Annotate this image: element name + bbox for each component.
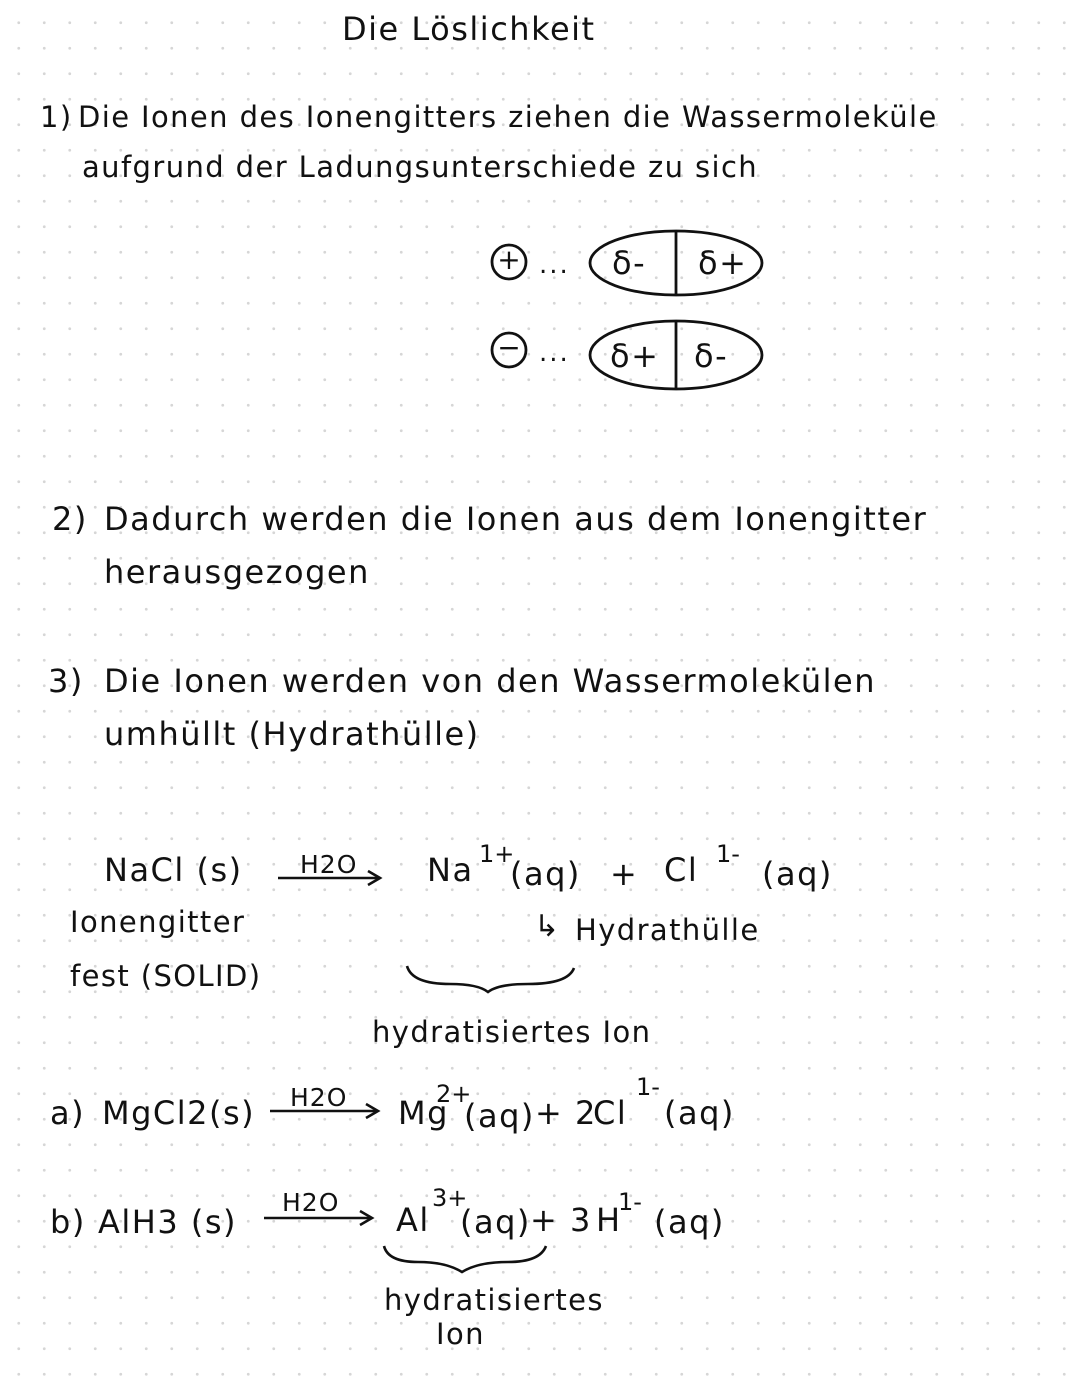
- step-text-line1: Dadurch werden die Ionen aus dem Ionengitter: [104, 500, 928, 538]
- state-symbol: (aq): [762, 855, 833, 893]
- reactant: MgCl2(s): [102, 1094, 256, 1132]
- step-text-line2: umhüllt (Hydrathülle): [104, 715, 480, 753]
- ion-charge: 1-: [716, 840, 740, 868]
- plus-ion-icon: +: [497, 243, 521, 276]
- product-note: Hydrathülle: [575, 913, 760, 947]
- state-symbol: (aq): [510, 855, 581, 893]
- ion-charge: 1-: [618, 1188, 642, 1216]
- equation-label: b): [50, 1203, 86, 1241]
- attraction-dots: ...: [539, 250, 570, 280]
- product-ion: Cl: [664, 851, 699, 889]
- step-number: 3): [48, 662, 84, 700]
- reaction-condition: H2O: [282, 1188, 340, 1217]
- page-title: Die Löslichkeit: [342, 10, 596, 48]
- step-number: 1): [40, 100, 73, 134]
- step-number: 2): [52, 500, 88, 538]
- underbrace: [378, 1240, 578, 1280]
- brace-label: Ion: [436, 1317, 485, 1351]
- product-ion: Mg: [398, 1094, 449, 1132]
- equation-label: a): [50, 1094, 86, 1132]
- attraction-dots: ...: [539, 338, 570, 368]
- plus-sign: +: [610, 855, 639, 893]
- ion-charge: 1-: [636, 1073, 660, 1101]
- reaction-condition: H2O: [290, 1083, 348, 1112]
- state-symbol: (aq): [664, 1094, 735, 1132]
- product-ion: Cl: [593, 1094, 628, 1132]
- plus-coefficient: + 3: [530, 1201, 592, 1239]
- reaction-arrow: [262, 1208, 382, 1228]
- ion-charge: 2+: [436, 1080, 472, 1108]
- minus-ion-icon: −: [497, 331, 521, 364]
- reactant: AlH3 (s): [98, 1203, 238, 1241]
- product-ion: Na: [427, 851, 474, 889]
- partial-charge-right: δ+: [698, 244, 748, 282]
- brace-label: hydratisiertes: [384, 1283, 604, 1317]
- underbrace: [400, 958, 600, 998]
- step-text-line1: Die Ionen des Ionengitters ziehen die Wassermoleküle: [78, 100, 938, 134]
- state-symbol: (aq): [464, 1097, 535, 1135]
- partial-charge-right: δ-: [694, 337, 729, 375]
- partial-charge-left: δ+: [610, 337, 660, 375]
- reaction-arrow: [276, 868, 386, 888]
- step-text-line1: Die Ionen werden von den Wassermolekülen: [104, 662, 876, 700]
- reaction-arrow: [268, 1101, 388, 1121]
- pointer-arrow-icon: ↳: [534, 909, 560, 944]
- reactant-note: Ionengitter: [70, 905, 246, 939]
- ion-charge: 1+: [479, 840, 515, 868]
- step-text-line2: aufgrund der Ladungsunterschiede zu sich: [82, 150, 759, 184]
- reactant: NaCl (s): [104, 851, 243, 889]
- brace-label: hydratisiertes Ion: [372, 1015, 652, 1049]
- reactant-note: fest (SOLID): [70, 959, 262, 993]
- step-text-line2: herausgezogen: [104, 553, 370, 591]
- product-ion: H: [596, 1201, 622, 1239]
- product-ion: Al: [396, 1201, 430, 1239]
- state-symbol: (aq): [460, 1203, 531, 1241]
- plus-coefficient: + 2: [535, 1094, 597, 1132]
- reaction-condition: H2O: [300, 850, 358, 879]
- partial-charge-left: δ-: [612, 244, 647, 282]
- ion-charge: 3+: [432, 1184, 468, 1212]
- state-symbol: (aq): [654, 1203, 725, 1241]
